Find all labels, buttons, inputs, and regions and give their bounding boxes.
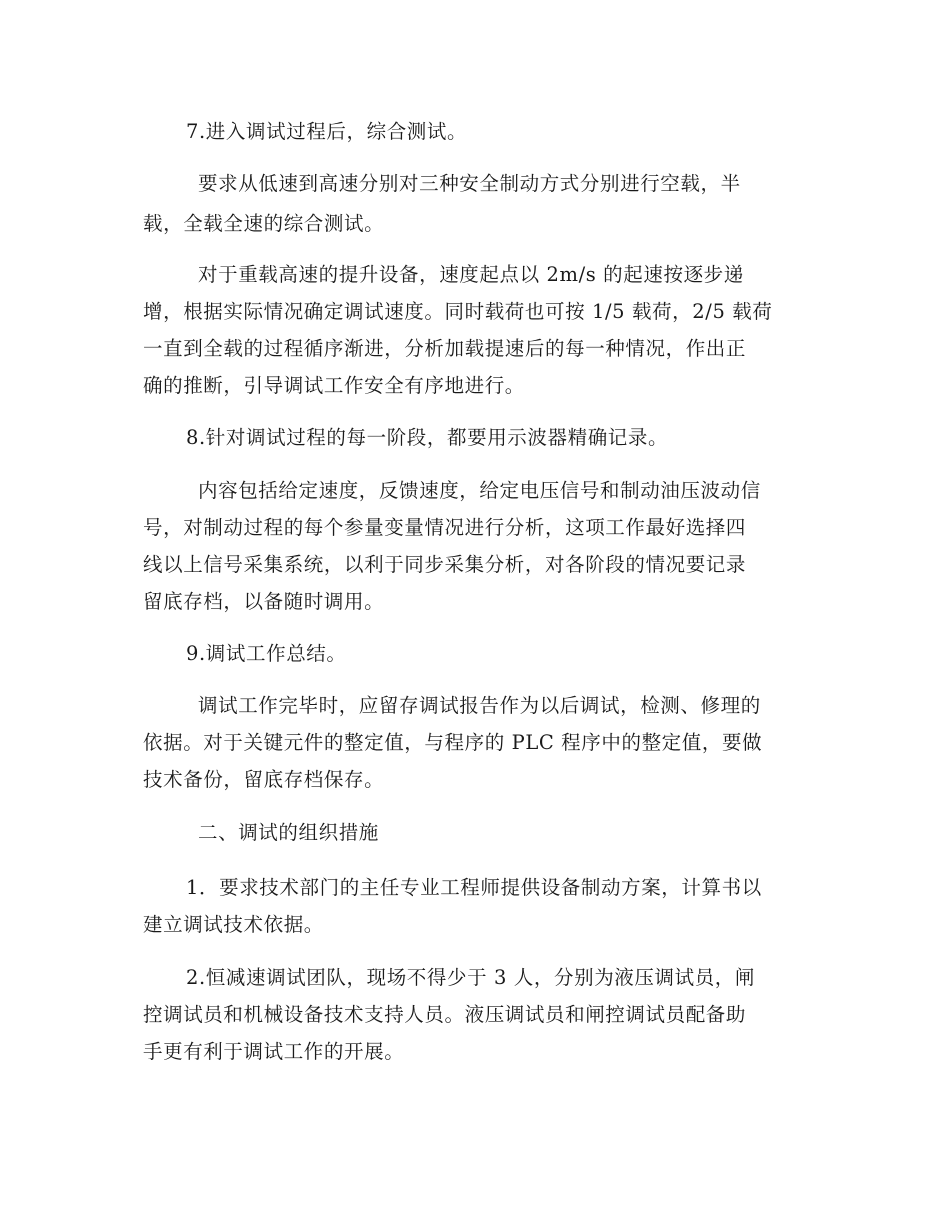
step-9-heading: 9.调试工作总结。 — [186, 642, 347, 665]
paragraph-line: 要求从低速到高速分别对三种安全制动方式分别进行空载，半 — [198, 172, 741, 195]
section-heading: 二、调试的组织措施 — [198, 821, 379, 844]
paragraph-line: 留底存档，以备随时调用。 — [143, 590, 385, 613]
paragraph-line: 对于重载高速的提升设备，速度起点以 2m/s 的起速按逐步递 — [198, 263, 744, 286]
paragraph-line: 建立调试技术依据。 — [143, 913, 324, 936]
step-8-heading: 8.针对调试过程的每一阶段，都要用示波器精确记录。 — [186, 426, 669, 449]
paragraph-line: 2.恒减速调试团队，现场不得少于 3 人，分别为液压调试员，闸 — [186, 966, 756, 989]
paragraph-line: 内容包括给定速度，反馈速度，给定电压信号和制动油压波动信 — [198, 479, 761, 502]
paragraph-line: 确的推断，引导调试工作安全有序地进行。 — [143, 374, 525, 397]
paragraph-line: 号，对制动过程的每个参量变量情况进行分析，这项工作最好选择四 — [143, 516, 747, 539]
paragraph-line: 线以上信号采集系统，以利于同步采集分析，对各阶段的情况要记录 — [143, 553, 747, 576]
step-7-heading: 7.进入调试过程后，综合测试。 — [186, 120, 468, 143]
paragraph-line: 增，根据实际情况确定调试速度。同时载荷也可按 1/5 载荷，2/5 载荷 — [143, 300, 773, 323]
paragraph-line: 依据。对于关键元件的整定值，与程序的 PLC 程序中的整定值，要做 — [143, 731, 763, 754]
paragraph-line: 载，全载全速的综合测试。 — [143, 212, 385, 235]
paragraph-line: 调试工作完毕时，应留存调试报告作为以后调试，检测、修理的 — [198, 694, 761, 717]
paragraph-line: 1．要求技术部门的主任专业工程师提供设备制动方案，计算书以 — [186, 876, 762, 899]
paragraph-line: 控调试员和机械设备技术支持人员。液压调试员和闸控调试员配备助 — [143, 1003, 747, 1026]
paragraph-line: 一直到全载的过程循序渐进，分析加载提速后的每一种情况，作出正 — [143, 337, 747, 360]
paragraph-line: 技术备份，留底存档保存。 — [143, 768, 385, 791]
paragraph-line: 手更有利于调试工作的开展。 — [143, 1040, 405, 1063]
